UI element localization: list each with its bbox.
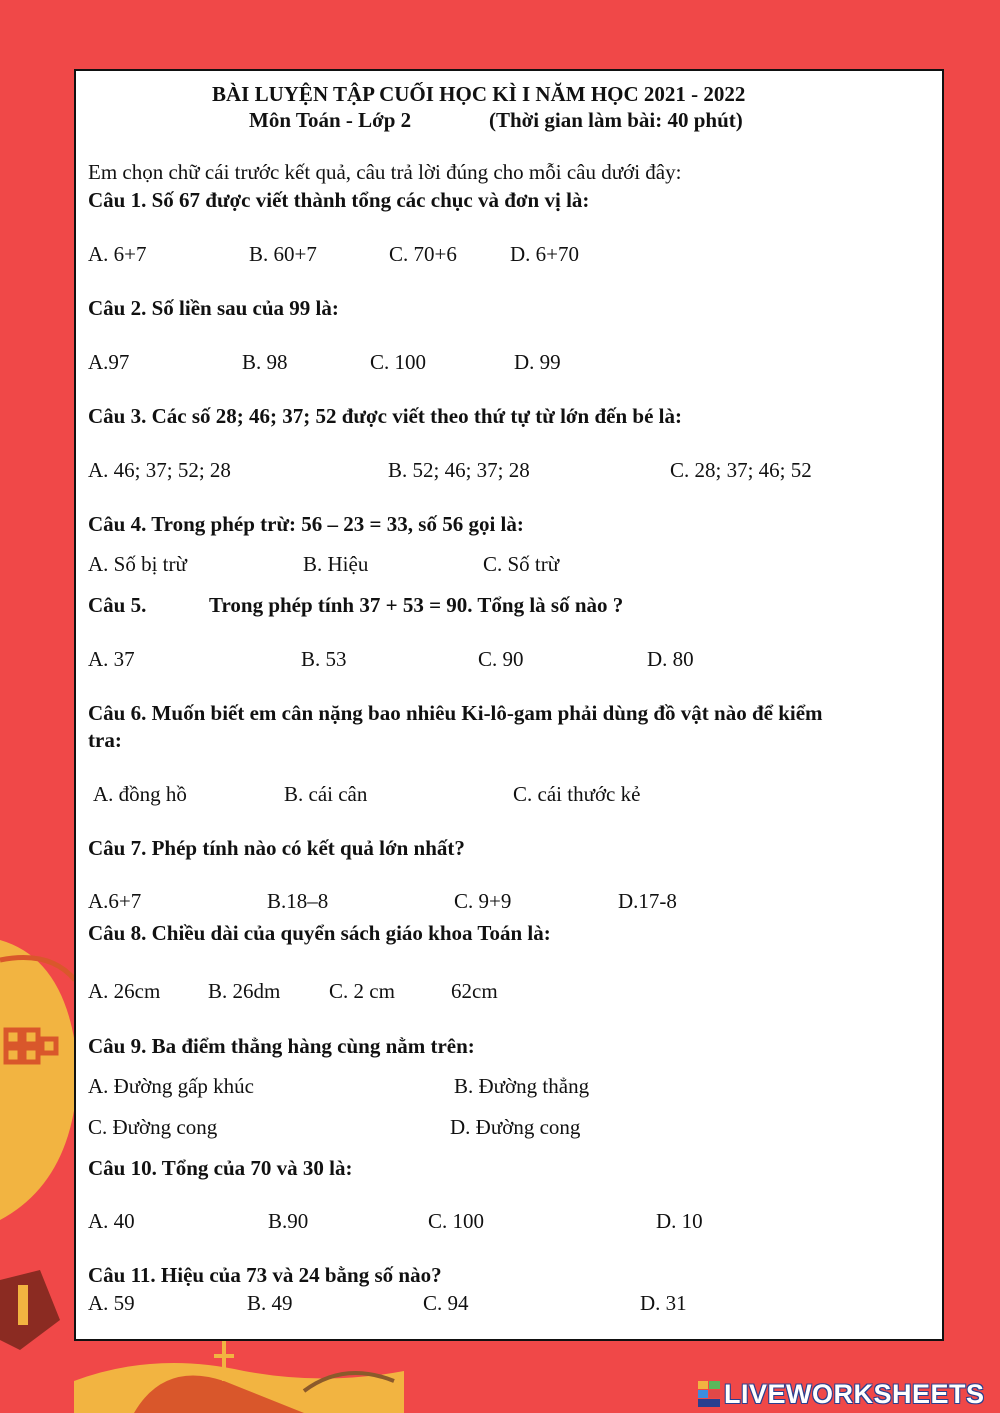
worksheet-title: BÀI LUYỆN TẬP CUỐI HỌC KÌ I NĂM HỌC 2021 - 2022 bbox=[212, 82, 746, 106]
question-4-label: Câu 4. Trong phép trừ: 56 – 23 = 33, số 56 gọi là: bbox=[88, 512, 524, 536]
option-2a[interactable]: A.97 bbox=[88, 350, 130, 374]
option-1a[interactable]: A. 6+7 bbox=[88, 242, 147, 266]
option-4c[interactable]: C. Số trừ bbox=[483, 552, 560, 576]
worksheet-page bbox=[74, 69, 944, 1341]
question-1-label: Câu 1. Số 67 được viết thành tổng các chục và đơn vị là: bbox=[88, 188, 590, 212]
lantern-bottom-decoration bbox=[74, 1341, 404, 1413]
instruction-text: Em chọn chữ cái trước kết quả, câu trả lời đúng cho mỗi câu dưới đây: bbox=[88, 160, 682, 184]
option-1b[interactable]: B. 60+7 bbox=[249, 242, 317, 266]
question-10-label: Câu 10. Tổng của 70 và 30 là: bbox=[88, 1156, 353, 1180]
option-8d[interactable]: 62cm bbox=[451, 979, 498, 1003]
option-10d[interactable]: D. 10 bbox=[656, 1209, 703, 1233]
question-6-label: Câu 6. Muốn biết em cân nặng bao nhiêu Ki-lô-gam phải dùng đồ vật nào để kiểm bbox=[88, 701, 823, 725]
question-7-label: Câu 7. Phép tính nào có kết quả lớn nhất? bbox=[88, 836, 465, 860]
question-2-label: Câu 2. Số liền sau của 99 là: bbox=[88, 296, 339, 320]
option-11a[interactable]: A. 59 bbox=[88, 1291, 135, 1315]
duration-label: (Thời gian làm bài: 40 phút) bbox=[489, 108, 743, 132]
option-4a[interactable]: A. Số bị trừ bbox=[88, 552, 187, 576]
option-6a[interactable]: A. đồng hồ bbox=[93, 782, 187, 806]
option-11c[interactable]: C. 94 bbox=[423, 1291, 469, 1315]
question-11-label: Câu 11. Hiệu của 73 và 24 bằng số nào? bbox=[88, 1263, 442, 1287]
question-6-label-cont: tra: bbox=[88, 728, 122, 752]
option-4b[interactable]: B. Hiệu bbox=[303, 552, 369, 576]
option-11d[interactable]: D. 31 bbox=[640, 1291, 687, 1315]
question-5-prefix: Câu 5. bbox=[88, 593, 147, 617]
subject-label: Môn Toán - Lớp 2 bbox=[249, 108, 412, 132]
option-5c[interactable]: C. 90 bbox=[478, 647, 524, 671]
lantern-decoration bbox=[0, 920, 80, 1250]
option-9c[interactable]: C. Đường cong bbox=[88, 1115, 218, 1139]
option-6b[interactable]: B. cái cân bbox=[284, 782, 368, 806]
option-7b[interactable]: B.18–8 bbox=[267, 889, 329, 913]
option-8c[interactable]: C. 2 cm bbox=[329, 979, 395, 1003]
option-9a[interactable]: A. Đường gấp khúc bbox=[88, 1074, 254, 1098]
option-5d[interactable]: D. 80 bbox=[647, 647, 694, 671]
option-8a[interactable]: A. 26cm bbox=[88, 979, 161, 1003]
option-3a[interactable]: A. 46; 37; 52; 28 bbox=[88, 458, 231, 482]
option-6c[interactable]: C. cái thước kẻ bbox=[513, 782, 641, 806]
option-10a[interactable]: A. 40 bbox=[88, 1209, 135, 1233]
brand-name: LIVEWORKSHEETS bbox=[724, 1378, 985, 1409]
option-2b[interactable]: B. 98 bbox=[242, 350, 288, 374]
liveworksheets-logo-icon bbox=[698, 1381, 720, 1407]
question-5-label: Trong phép tính 37 + 53 = 90. Tổng là số nào ? bbox=[209, 593, 624, 617]
option-11b[interactable]: B. 49 bbox=[247, 1291, 293, 1315]
option-2c[interactable]: C. 100 bbox=[370, 350, 427, 374]
fan-decoration bbox=[0, 1260, 80, 1360]
question-9-label: Câu 9. Ba điểm thẳng hàng cùng nằm trên: bbox=[88, 1034, 475, 1058]
option-10b[interactable]: B.90 bbox=[268, 1209, 309, 1233]
option-3c[interactable]: C. 28; 37; 46; 52 bbox=[670, 458, 812, 482]
option-7c[interactable]: C. 9+9 bbox=[454, 889, 512, 913]
question-3-label: Câu 3. Các số 28; 46; 37; 52 được viết theo thứ tự từ lớn đến bé là: bbox=[88, 404, 682, 428]
option-8b[interactable]: B. 26dm bbox=[208, 979, 281, 1003]
liveworksheets-brand[interactable] bbox=[698, 1379, 985, 1409]
option-1d[interactable]: D. 6+70 bbox=[510, 242, 580, 266]
question-8-label: Câu 8. Chiều dài của quyển sách giáo khoa Toán là: bbox=[88, 921, 551, 945]
option-5b[interactable]: B. 53 bbox=[301, 647, 347, 671]
option-5a[interactable]: A. 37 bbox=[88, 647, 135, 671]
option-9b[interactable]: B. Đường thẳng bbox=[454, 1074, 590, 1098]
option-2d[interactable]: D. 99 bbox=[514, 350, 561, 374]
option-3b[interactable]: B. 52; 46; 37; 28 bbox=[388, 458, 530, 482]
option-10c[interactable]: C. 100 bbox=[428, 1209, 485, 1233]
option-7a[interactable]: A.6+7 bbox=[88, 889, 142, 913]
option-1c[interactable]: C. 70+6 bbox=[389, 242, 457, 266]
option-7d[interactable]: D.17-8 bbox=[618, 889, 677, 913]
option-9d[interactable]: D. Đường cong bbox=[450, 1115, 581, 1139]
